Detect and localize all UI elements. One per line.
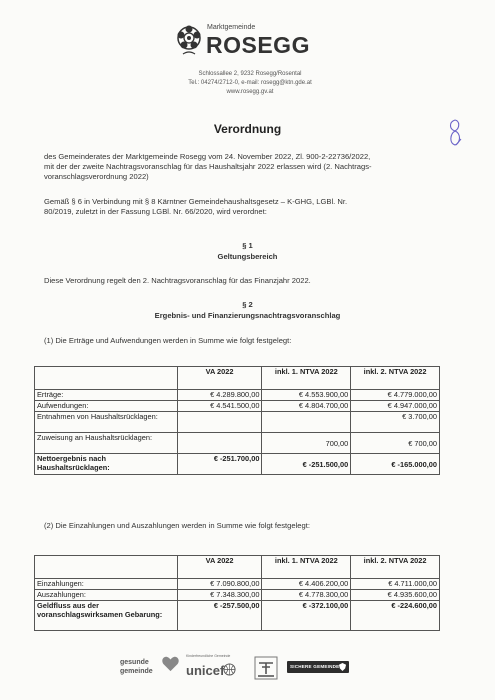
table-cell: € 4.779.000,00 <box>351 390 440 401</box>
table-cell <box>262 412 351 433</box>
rose-crest-icon <box>175 24 203 58</box>
unicef-logo <box>186 654 236 680</box>
logo-text: SICHERE GEMEINDE <box>290 664 340 669</box>
municipality-logo <box>175 20 325 64</box>
document-title: Verordnung <box>213 122 282 136</box>
table-cell: € 7.090.800,00 <box>177 579 262 590</box>
section-2-paragraph-2: (2) Die Einzahlungen und Auszahlungen werden in Summe wie folgt festgelegt: <box>44 521 310 530</box>
logo-text: Kinderfreundliche Gemeinde <box>186 654 231 658</box>
intro-line: voranschlagsverordnung 2022) <box>44 172 149 181</box>
table-header-cell: inkl. 2. NTVA 2022 <box>351 556 440 579</box>
website-line: www.rosegg.gv.at <box>226 89 274 95</box>
section-2-paragraph-1: (1) Die Erträge und Aufwendungen werden in Summe wie folgt festgelegt: <box>44 336 292 345</box>
emblem-logo <box>254 656 278 680</box>
intro-line: des Gemeinderates der Marktgemeinde Rosegg vom 24. November 2022, Zl. 900-2-22736/2022, <box>44 152 371 161</box>
logo-text: unicef <box>186 663 225 678</box>
table-cell: € -372.100,00 <box>262 601 351 631</box>
legal-basis-line: 80/2019, zuletzt in der Fassung LGBl. Nr. 66/2020, wird verordnet: <box>44 207 267 216</box>
sichere-gemeinde-logo <box>287 661 349 673</box>
table-row <box>35 579 440 590</box>
table-row <box>35 401 440 412</box>
row-label: Zuweisung an Haushaltsrücklagen: <box>35 433 178 454</box>
table-cell: € 4.778.300,00 <box>262 590 351 601</box>
table-row <box>35 454 440 475</box>
shield-icon <box>338 663 347 671</box>
table-cell: € -224.600,00 <box>351 601 440 631</box>
table-cell: € 4.947.000,00 <box>351 401 440 412</box>
table-header-cell <box>35 556 178 579</box>
table-cell: € -257.500,00 <box>177 601 262 631</box>
table-cell: € 4.406.200,00 <box>262 579 351 590</box>
row-label: Nettoergebnis nach Haushaltsrücklagen: <box>35 454 178 475</box>
table-row <box>35 390 440 401</box>
table-cell: 700,00 <box>262 433 351 454</box>
gesunde-gemeinde-logo <box>120 656 180 680</box>
table-header-cell: inkl. 2. NTVA 2022 <box>351 367 440 390</box>
table-cell: € 3.700,00 <box>351 412 440 433</box>
table-header-row <box>35 556 440 579</box>
contact-line: Tel.: 04274/2712-0, e-mail: rosegg@ktn.gde.at <box>188 80 312 86</box>
table-header-cell: inkl. 1. NTVA 2022 <box>262 367 351 390</box>
table-cell: € 4.289.800,00 <box>177 390 262 401</box>
table-row <box>35 433 440 454</box>
section-1-number: § 1 <box>242 241 253 250</box>
section-2-number: § 2 <box>242 300 253 309</box>
intro-line: mit der der zweite Nachtragsvoranschlag für das Haushaltsjahr 2022 erlassen wird (2. Nachtrags- <box>44 162 372 171</box>
table-cell: € 4.935.600,00 <box>351 590 440 601</box>
table-cell: € 4.711.000,00 <box>351 579 440 590</box>
table-cell: € -251.700,00 <box>177 454 262 475</box>
table-header-cell: VA 2022 <box>177 367 262 390</box>
table-cell: € 7.348.300,00 <box>177 590 262 601</box>
table-cell: € -165.000,00 <box>351 454 440 475</box>
table-header-cell: inkl. 1. NTVA 2022 <box>262 556 351 579</box>
table-cell <box>177 433 262 454</box>
logo-text: gemeinde <box>120 668 153 675</box>
table-cell: € 4.553.900,00 <box>262 390 351 401</box>
table-row <box>35 412 440 433</box>
municipality-type: Marktgemeinde <box>207 24 256 31</box>
logo-text: gesunde <box>120 659 149 666</box>
table-cell <box>177 412 262 433</box>
table-row <box>35 590 440 601</box>
revenue-expense-table <box>34 366 440 475</box>
row-label: Entnahmen von Haushaltsrücklagen: <box>35 412 178 433</box>
table-row <box>35 601 440 631</box>
table-cell: € 4.804.700,00 <box>262 401 351 412</box>
row-label: Auszahlungen: <box>35 590 178 601</box>
row-label: Geldfluss aus der voranschlagswirksamen Gebarung: <box>35 601 178 631</box>
globe-icon <box>223 663 236 676</box>
table-header-row <box>35 367 440 390</box>
legal-basis-line: Gemäß § 6 in Verbindung mit § 8 Kärntner Gemeindehaushaltsgesetz – K-GHG, LGBl. Nr. <box>44 197 348 206</box>
row-label: Aufwendungen: <box>35 401 178 412</box>
table-header-cell <box>35 367 178 390</box>
section-2-heading: Ergebnis- und Finanzierungsnachtragsvoranschlag <box>154 311 341 320</box>
address-line: Schlossallee 2, 9232 Rosegg/Rosental <box>198 71 302 77</box>
section-1-heading: Geltungsbereich <box>217 252 278 261</box>
table-cell: € 700,00 <box>351 433 440 454</box>
heart-icon <box>161 656 180 672</box>
emblem-icon <box>254 656 278 680</box>
row-label: Erträge: <box>35 390 178 401</box>
table-header-cell: VA 2022 <box>177 556 262 579</box>
municipality-name: ROSEGG <box>206 32 310 58</box>
table-cell: € -251.500,00 <box>262 454 351 475</box>
cashflow-table <box>34 555 440 631</box>
row-label: Einzahlungen: <box>35 579 178 590</box>
section-1-text: Diese Verordnung regelt den 2. Nachtragsvoranschlag für das Finanzjahr 2022. <box>44 276 311 285</box>
table-cell: € 4.541.500,00 <box>177 401 262 412</box>
